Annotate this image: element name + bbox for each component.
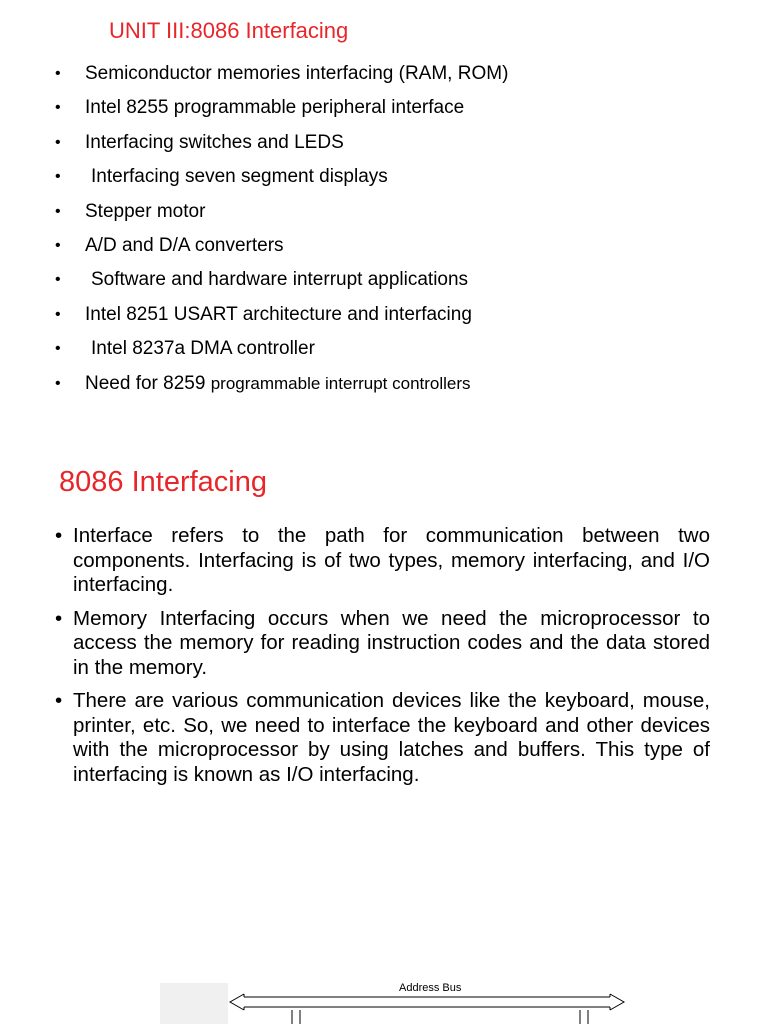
- bullet-icon: •: [55, 305, 61, 323]
- topic-item: [55, 163, 508, 197]
- topic-text: A/D and D/A converters: [85, 234, 284, 256]
- topic-item: [55, 266, 508, 300]
- section-title: 8086 Interfacing: [59, 466, 267, 498]
- bullet-icon: •: [55, 99, 61, 117]
- address-bus-label: Address Bus: [399, 982, 462, 994]
- topic-item: [55, 370, 508, 404]
- paragraph-item: [55, 524, 710, 598]
- topic-list: [55, 60, 508, 404]
- topic-text: Intel 8237a DMA controller: [91, 338, 315, 360]
- topic-text: Intel 8251 USART architecture and interfacing: [85, 303, 472, 325]
- paragraph-item: [55, 607, 710, 681]
- paragraph-text: Memory Interfacing occurs when we need the microprocessor to access the memory for reading instruction codes and the data stored in the memory.: [73, 606, 710, 679]
- unit-title: UNIT III:8086 Interfacing: [109, 18, 349, 43]
- paragraph-text: Interface refers to the path for communication between two components. Interfacing is of two types, memory interfacing, and I/O interfacing.: [73, 524, 710, 596]
- topic-text: Need for 8259: [85, 372, 211, 394]
- paragraph-list: [55, 524, 710, 796]
- bullet-icon: •: [55, 236, 61, 254]
- bullet-icon: •: [55, 168, 61, 186]
- paragraph-text: There are various communication devices like the keyboard, mouse, printer, etc. So, we need to interface the keyboard and other devices with the microprocessor by using latches and buffers. This type of interfacing is known as I/O interfacing.: [73, 689, 710, 786]
- bullet-icon: •: [55, 689, 63, 712]
- bus-connector-lines: [292, 1010, 588, 1024]
- topic-item: [55, 129, 508, 163]
- topic-text: Stepper motor: [85, 200, 206, 222]
- bullet-icon: •: [55, 340, 61, 358]
- topic-text: Interfacing seven segment displays: [91, 166, 388, 188]
- topic-item: [55, 60, 508, 94]
- topic-item: [55, 94, 508, 128]
- bullet-icon: •: [55, 524, 63, 547]
- topic-text: Intel 8255 programmable peripheral interface: [85, 97, 465, 119]
- bullet-icon: •: [55, 606, 63, 630]
- topic-item: [55, 301, 508, 335]
- bullet-icon: •: [55, 374, 61, 392]
- bullet-icon: •: [55, 202, 61, 220]
- topic-item: [55, 335, 508, 369]
- paragraph-item: [55, 689, 710, 787]
- bullet-icon: •: [55, 133, 61, 151]
- topic-text-suffix: programmable interrupt controllers: [210, 373, 471, 393]
- topic-text: Software and hardware interrupt applications: [91, 269, 469, 291]
- topic-text: Semiconductor memories interfacing (RAM, ROM): [85, 63, 509, 84]
- address-bus-arrow: [230, 994, 624, 1010]
- topic-item: [55, 198, 508, 232]
- topic-item: [55, 232, 508, 266]
- diagram-block: [160, 983, 228, 1024]
- bullet-icon: •: [55, 65, 61, 82]
- topic-text: Interfacing switches and LEDS: [85, 131, 344, 153]
- bullet-icon: •: [55, 271, 61, 289]
